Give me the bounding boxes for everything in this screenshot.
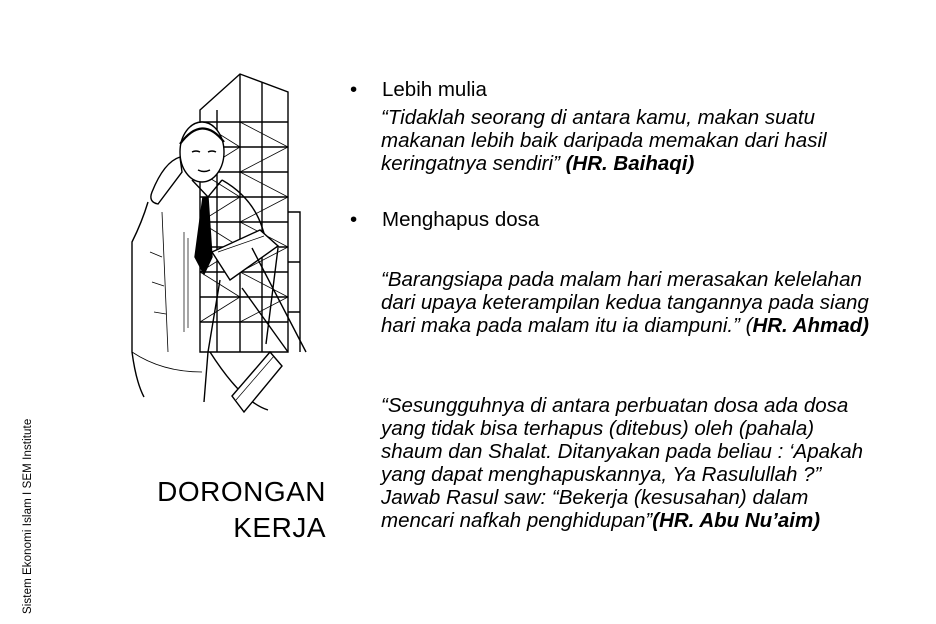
page-title: [100, 474, 326, 546]
bullet-heading-2: Menghapus dosa: [382, 208, 540, 231]
quote-1: [381, 106, 881, 175]
quote-2-text: “Barangsiapa pada malam hari merasakan kelelahan dari upaya keterampilan kedua tangannya pada siang hari maka pada malam itu ia diampuni.” (: [381, 268, 869, 337]
title-line-1: DORONGAN: [157, 476, 326, 507]
bullet-icon: •: [350, 208, 358, 231]
worker-with-building-illustration: [92, 52, 338, 458]
quote-3-text: “Sesungguhnya di antara perbuatan dosa ada dosa yang tidak bisa terhapus (ditebus) oleh (pahala) shaum dan Shalat. Ditanyakan pada beliau : ‘Apakah yang dapat menghapuskannya, Ya Rasulullah ?” Jawab Rasul saw: “Bekerja (kesusahan) dalam mencari nafkah penghidupan”: [381, 394, 864, 532]
quote-3: [381, 394, 881, 532]
title-line-2: KERJA: [233, 512, 326, 543]
quote-2: [381, 268, 881, 337]
bullet-point-1: [350, 78, 487, 102]
quote-3-source: (HR. Abu Nu’aim): [652, 509, 821, 532]
sidebar-institute-label: Sistem Ekonomi Islam I SEM Institute: [22, 418, 34, 614]
quote-2-source: HR. Ahmad): [752, 314, 869, 337]
quote-1-text: “Tidaklah seorang di antara kamu, makan suatu makanan lebih baik daripada memakan dari hasil keringatnya sendiri”: [381, 106, 827, 175]
quote-1-source: (HR. Baihaqi): [565, 152, 695, 175]
bullet-heading-1: Lebih mulia: [382, 78, 487, 101]
bullet-icon: •: [350, 78, 358, 101]
bullet-point-2: [350, 208, 539, 232]
